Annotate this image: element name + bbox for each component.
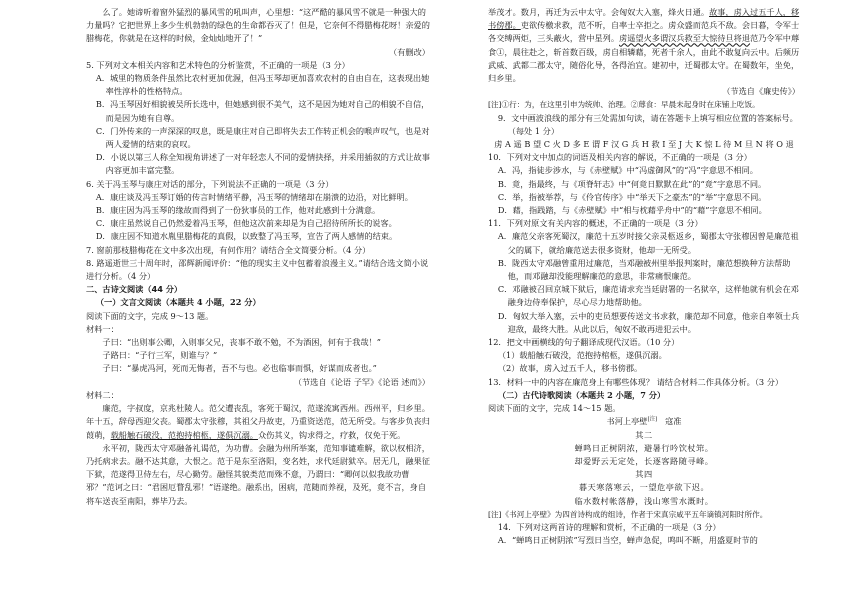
q11-stem: 11．下列对原文有关内容的概述，不正确的一项是（3 分） (488, 218, 703, 229)
q11-option-b: B．陇西太守邓融曾重用过廉范，当邓融被州里举报判案时，廉范想换种方法帮助他，而邓融却没能理解廉范的意思，非常痛恨廉范。 (497, 257, 791, 282)
q5-stem: 5. 下列对文本相关内容和艺术特色的分析鉴赏，不正确的一项是（3 分） (86, 59, 350, 70)
material-1-label: 材料一： (86, 323, 119, 334)
section-2-2-instruction: 阅读下面的文字，完成 14～15 题。 (488, 403, 621, 414)
q10-option-c: C．举，指被举荐，与《伶官传序》中“举天下之豪杰”的“举”字意思不同。 (497, 191, 767, 202)
left-column (86, 6, 430, 508)
material-2-para-3 (488, 6, 800, 85)
poem-title: 书河上亭壁 (606, 416, 648, 427)
q5-option-a: A．城里的物质条件虽然比农村更加优渥，但冯玉琴却更加喜欢农村的自由自在，这表现出她率性淳朴的性格特点。 (95, 73, 430, 97)
poem-author: 寇准 (665, 416, 682, 427)
q6-option-c: C．康庄虽然说自己仍然爱着冯玉琴，但他这次前来却是为自己招待所所长的说客。 (95, 218, 397, 229)
footnote: [注]①行：为，在这里引申为统帅、治理。②蓐食：早晨未起身时在床铺上吃饭。 (488, 100, 760, 110)
q7: 7. 窗前那枝腊梅花在文中多次出现，有何作用？请结合全文简要分析。（4 分） (86, 244, 371, 255)
material-2-para-1 (86, 402, 430, 442)
q5-option-d: D．小说以第三人称全知视角讲述了一对年轻恋人不同的爱情抉择，并采用插叙的方式让故事内容更加丰富完整。 (95, 152, 430, 176)
section-2-1-instruction: 阅读下面的文字，完成 9～13 题。 (86, 310, 214, 321)
q6-stem: 6. 关于冯玉琴与康庄对话的部分，下列说法不正确的一项是（3 分） (86, 178, 334, 189)
q5-option-c: C．门外传来的一声深深的叹息，既是康庄对自己即将失去工作转正机会的喉声叹气，也是对两人爱情的结束的哀叹。 (95, 125, 430, 150)
poem-note-mark: [注] (647, 416, 658, 423)
poem-part-4-label: 其四 (635, 469, 653, 480)
section-2-heading: 二、古诗文阅读（44 分） (86, 284, 183, 295)
material-2-para-2: 永平初，陇西太守邓融备礼谒范，为功曹。会融为州所举案，范知事谴难解，欲以权相济，乃托病求去。融不达其意，大恨之。范于是东至洛阳，变名姓，求代廷尉狱卒。居无几，融果征下狱，范遂得卫侍左右，尽心勤劳。融怪其貌类范而殊不意，乃谓曰：“卿何以似我故功曹邪？”范诃之曰：“君困厄瞀乱邪！”语遂绝。融系出，困病，范随而养视，及死，竟不言，身自将车送丧至南阳，葬毕乃去。 (86, 442, 430, 506)
material-2-para-3-text-c: 范乃令军中蓐食①，晨往赴之，斩首数百级，虏自相辚藉，死者千余人，由此不敢复向云中。后频历武威、武都二郡太守，随俗化导，各得治宜。建初中，迁蜀郡太守。在蜀数年，坐免，归乡里。 (488, 33, 800, 84)
material-1-line-3: 子曰：“暴虎冯河，死而无悔者，吾不与也。必也临事而惧，好谋而成者也。” (102, 363, 377, 374)
q10-option-d: D．藉，指践踏，与《赤壁赋》中“相与枕藉乎舟中”的“藉”字意思不相同。 (497, 205, 767, 216)
q10-option-a: A．冯，指徒步涉水，与《赤壁赋》中“冯虚御风”的“冯”字意思不相同。 (497, 165, 758, 176)
section-2-1-heading: （一）文言文阅读（本题共 4 小题，22 分） (95, 297, 261, 308)
q6-option-a: A．康庄谈及冯玉琴订婚的传言时情绪平静，冯玉琴的情绪却在崩溃的边沿，对比鲜明。 (95, 191, 413, 202)
q5-option-b: B．冯玉琴因好相貌被吴所长选中，但她感到很不美气，这不是因为她对自己的相貌不自信，而是因为她有自尊。 (95, 99, 430, 123)
section-2-2-heading: （二）古代诗歌阅读（本题共 2 小题，7 分） (497, 389, 666, 400)
poem-line-4: 临水数村帐落静，浅山寒雪水溉时。 (574, 495, 714, 506)
q6-option-d: D．康庄因不知道水胤里腊梅花的真假，以致整了冯玉琴，宣告了两人感情的结束。 (95, 231, 398, 242)
q11-option-c: C．邓融被召回京城下狱后，廉范请求充当廷尉署的一名狱卒，这样他就有机会在邓融身边侍奉保护，尽心尽力地帮助他。 (497, 284, 799, 308)
material-1-source: （节选自《论语 子罕》《论语 述而》） (293, 376, 430, 387)
q10-stem: 10．下列对文中加点的词语及相关内容的解说，不正确的一项是（3 分） (488, 152, 752, 163)
q9-options: 虏 A 遥 B 望 C 火 D 多 E 谓 F 汉 G 兵 H 救 I 至 J 大 K 惊 L 待 M 旦 N 将 O 退 (494, 139, 794, 150)
underlined-sentence-2: 故事，虏入过五千人，移书傍郡。 (488, 7, 800, 31)
q12-item-2: （2）故事，虏入过五千人，移书傍郡。 (497, 363, 643, 374)
underlined-sentence-1: 载船触石破没，范抱持棺柩，遂俱沉溺。 (110, 429, 258, 440)
q12-item-1: （1）载船触石破没，范抱持棺柩，遂俱沉溺。 (497, 350, 667, 361)
q14-option-a: A．“蝉鸣日正树阴浓”写烈日当空，蝉声急促，鸣叫不断，用盛夏时节的 (497, 535, 758, 546)
material-2-para-1-text-b: 众伤其义，钩求得之，疗救，仅免于死。 (257, 429, 406, 440)
q6-option-b: B．康庄因为冯玉琴的缘故而得到了一份狄事员的工作，他对此感到十分满意。 (95, 205, 381, 216)
wavy-underlined-sentence: 虏遥望火多谓汉兵救至大惊待旦将退 (619, 33, 751, 44)
passage-source: （有删改） (389, 46, 430, 57)
material-2-label: 材料二： (86, 389, 119, 400)
q8: 8. 路遥逝世三十周年时，邵辉新闻评价：“他的现实主义中包蓄着浪漫主义。”请结合选文简小说进行分析。（4 分） (86, 257, 429, 282)
q11-option-a: A．廉范父亲客死蜀汉，廉范十五岁时接父亲灵柩返乡，蜀郡太守张穆因曾是廉范祖父的属下，就给廉范送去很多资财，他却一无所受。 (497, 231, 799, 255)
q9-stem: 9．文中画波浪线的部分有三处需加句读，请在答题卡上填写相应位置的答案标号。（每处 1 分） (497, 112, 798, 136)
q10-option-b: B．竟，指最终，与《项脊轩志》中“何竟日默默在此”的“竟”字意思不同。 (497, 178, 767, 189)
material-1-line-2: 子路曰：“子行三军，则谁与？” (102, 350, 218, 361)
q11-option-d: D．匈奴大举入塞，云中的吏员想要传送文书求救，廉范却不同意，他亲自率领士兵迎敌，最终大胜。从此以后，匈奴不敢再进犯云中。 (497, 310, 800, 334)
material-2-source: （节选自《廉史传》） (722, 86, 800, 97)
poem-part-2-label: 其二 (635, 429, 653, 440)
q12-stem: 12．把文中画横线的句子翻译成现代汉语。（10 分） (488, 337, 680, 348)
poem-line-1: 蝉鸣日正树阴浓，避暑行吟饮杖筇。 (574, 442, 714, 453)
poem-line-3: 暮天寒落寒云，一望危亭欲下迟。 (578, 482, 710, 493)
material-2-para-3-text-a: 举茂才。数月，再迁为云中太守。会匈奴大入塞，烽火日通。 (488, 7, 710, 17)
poem-footnote: [注]《书河上亭壁》为四首诗构成的组诗，作者于宋真宗咸平五年谪镇河阳时所作。 (488, 509, 768, 519)
q13: 13．材料一中的内容在廉范身上有哪些体现？ 请结合材料二作具体分析。（3 分） (488, 376, 784, 387)
q14-stem: 14．下列对这两首诗的理解和赏析，不正确的一项是（3 分） (497, 521, 721, 532)
passage-tail: 么了。她谛听着窗外猛烈的暴风雪的吼叫声，心里想：“这严酷的暴风雪不就是一种强大的力量吗？它把世界上多少生机勃勃的绿色的生命都吞灭了！但是，它奈何不得腊梅花呀！亲爱的腊梅花，你就是在这样的时候，金灿灿地开了！” (86, 7, 430, 44)
material-2-para-3-text-b: 吏欲传檄求救，范不听，自率士卒拒之。虏众盛而范兵不敌。会日暮，令军士各交缚两炬，三头蔽火，营中星列。 (488, 20, 800, 44)
material-1-line-1: 子曰：“出则事公卿，入则事父兄，丧事不敢不勉，不为酒困，何有于我哉！” (102, 337, 381, 348)
poem-title-line (488, 415, 800, 428)
material-2-para-1-text-a: 廉范，字叔度，京兆杜陵人。范父遭丧乱，客死于蜀汉，范遂流寓西州。西州平，归乡里。年十五，辞母西迎父丧。蜀郡太守张穆，其祖父丹故吏，乃重资送范，范无所受。与客步负丧归葭萌， (86, 403, 430, 440)
poem-line-2: 却爱野云无定处，长逐客路随寻峰。 (574, 455, 714, 466)
right-column (488, 6, 800, 547)
